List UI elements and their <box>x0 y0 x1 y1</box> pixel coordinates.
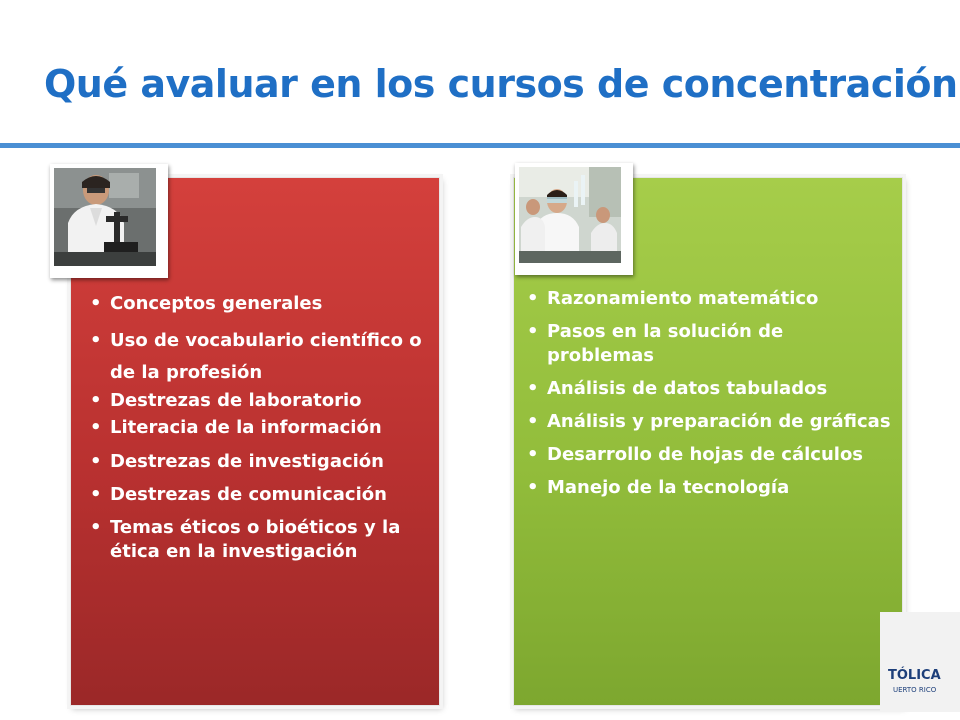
list-item: • Pasos en la solución de problemas <box>525 320 895 368</box>
microscope-photo <box>50 164 168 278</box>
list-item: • Desarrollo de hojas de cálculos <box>525 443 895 467</box>
slide-title: Qué avaluar en los cursos de concentración <box>44 62 958 106</box>
right-card-list <box>525 287 895 500</box>
logo-subtext: UERTO RICO <box>893 686 937 694</box>
list-item: • Destrezas de laboratorio <box>88 389 433 413</box>
list-item: • Temas éticos o bioéticos y la ética en la investigación <box>88 516 433 564</box>
lab-photo-image <box>519 167 621 263</box>
title-divider <box>0 143 960 148</box>
list-item: • Uso de vocabulario científico o de la profesión <box>88 325 433 389</box>
left-card-list <box>88 292 433 564</box>
university-logo <box>880 612 960 712</box>
list-item: • Razonamiento matemático <box>525 287 895 311</box>
microscope-photo-image <box>54 168 156 266</box>
list-item: • Destrezas de investigación <box>88 450 433 474</box>
list-item: • Destrezas de comunicación <box>88 483 433 507</box>
list-item: • Literacia de la información <box>88 416 433 440</box>
list-item: • Análisis y preparación de gráficas <box>525 410 895 434</box>
list-item: • Análisis de datos tabulados <box>525 377 895 401</box>
list-item: • Conceptos generales <box>88 292 433 316</box>
lab-photo <box>515 163 633 275</box>
list-item: • Manejo de la tecnología <box>525 476 895 500</box>
logo-text: TÓLICA <box>888 668 941 683</box>
